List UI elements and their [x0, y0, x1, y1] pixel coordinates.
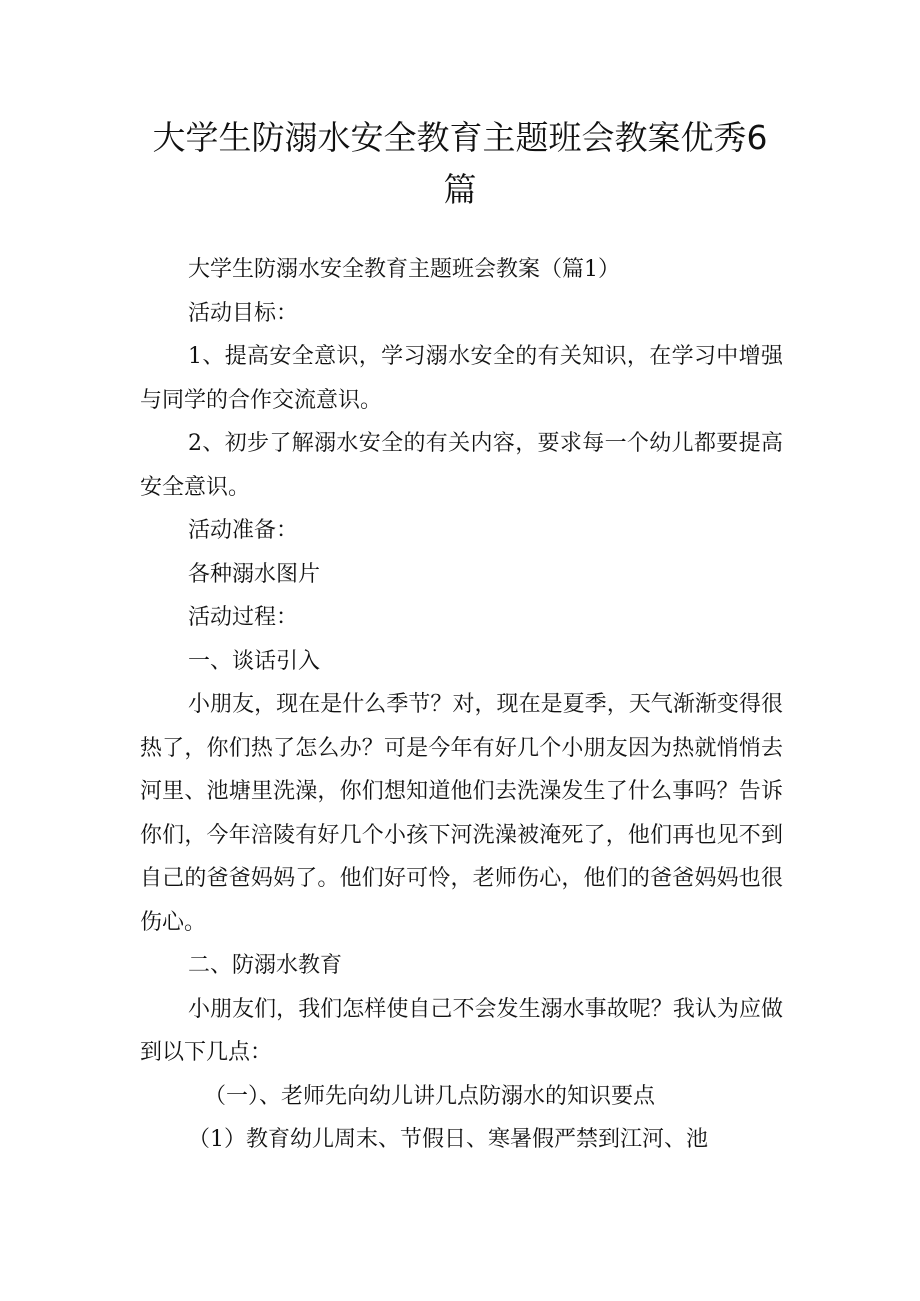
paragraph: 2、初步了解溺水安全的有关内容，要求每一个幼儿都要提高安全意识。 — [140, 431, 783, 500]
paragraph: 小朋友们，我们怎样使自己不会发生溺水事故呢？我认为应做到以下几点： — [140, 996, 783, 1065]
subsection-heading: 一、谈话引入 — [188, 648, 321, 674]
document-title: 大学生防溺水安全教育主题班会教案优秀6篇 — [152, 118, 768, 209]
paragraph: 小朋友，现在是什么季节？对，现在是夏季，天气渐渐变得很热了，你们热了怎么办？可是今年有好几个小朋友因为热就悄悄去河里、池塘里洗澡，你们想知道他们去洗澡发生了什么事吗？告诉你们，今年涪陵有好几个小孩下河洗澡被淹死了，他们再也见不到自己的爸爸妈妈了。他们好可怜，老师伤心，他们的爸爸妈妈也很伤心。 — [140, 692, 783, 935]
paragraph-label: 活动目标： — [188, 300, 299, 326]
paragraph: 各种溺水图片 — [188, 561, 321, 587]
subsection-heading: （一）、老师先向幼儿讲几点防溺水的知识要点 — [204, 1083, 656, 1109]
paragraph: （1）教育幼儿周末、节假日、寒暑假严禁到江河、池 — [188, 1127, 708, 1152]
paragraph-label: 活动准备： — [188, 518, 299, 543]
paragraph-label: 活动过程： — [188, 605, 299, 630]
section-heading: 大学生防溺水安全教育主题班会教案（篇1） — [188, 257, 620, 282]
document-body — [140, 248, 783, 1162]
subsection-heading: 二、防溺水教育 — [188, 953, 343, 978]
paragraph: 1、提高安全意识，学习溺水安全的有关知识，在学习中增强与同学的合作交流意识。 — [140, 344, 783, 413]
